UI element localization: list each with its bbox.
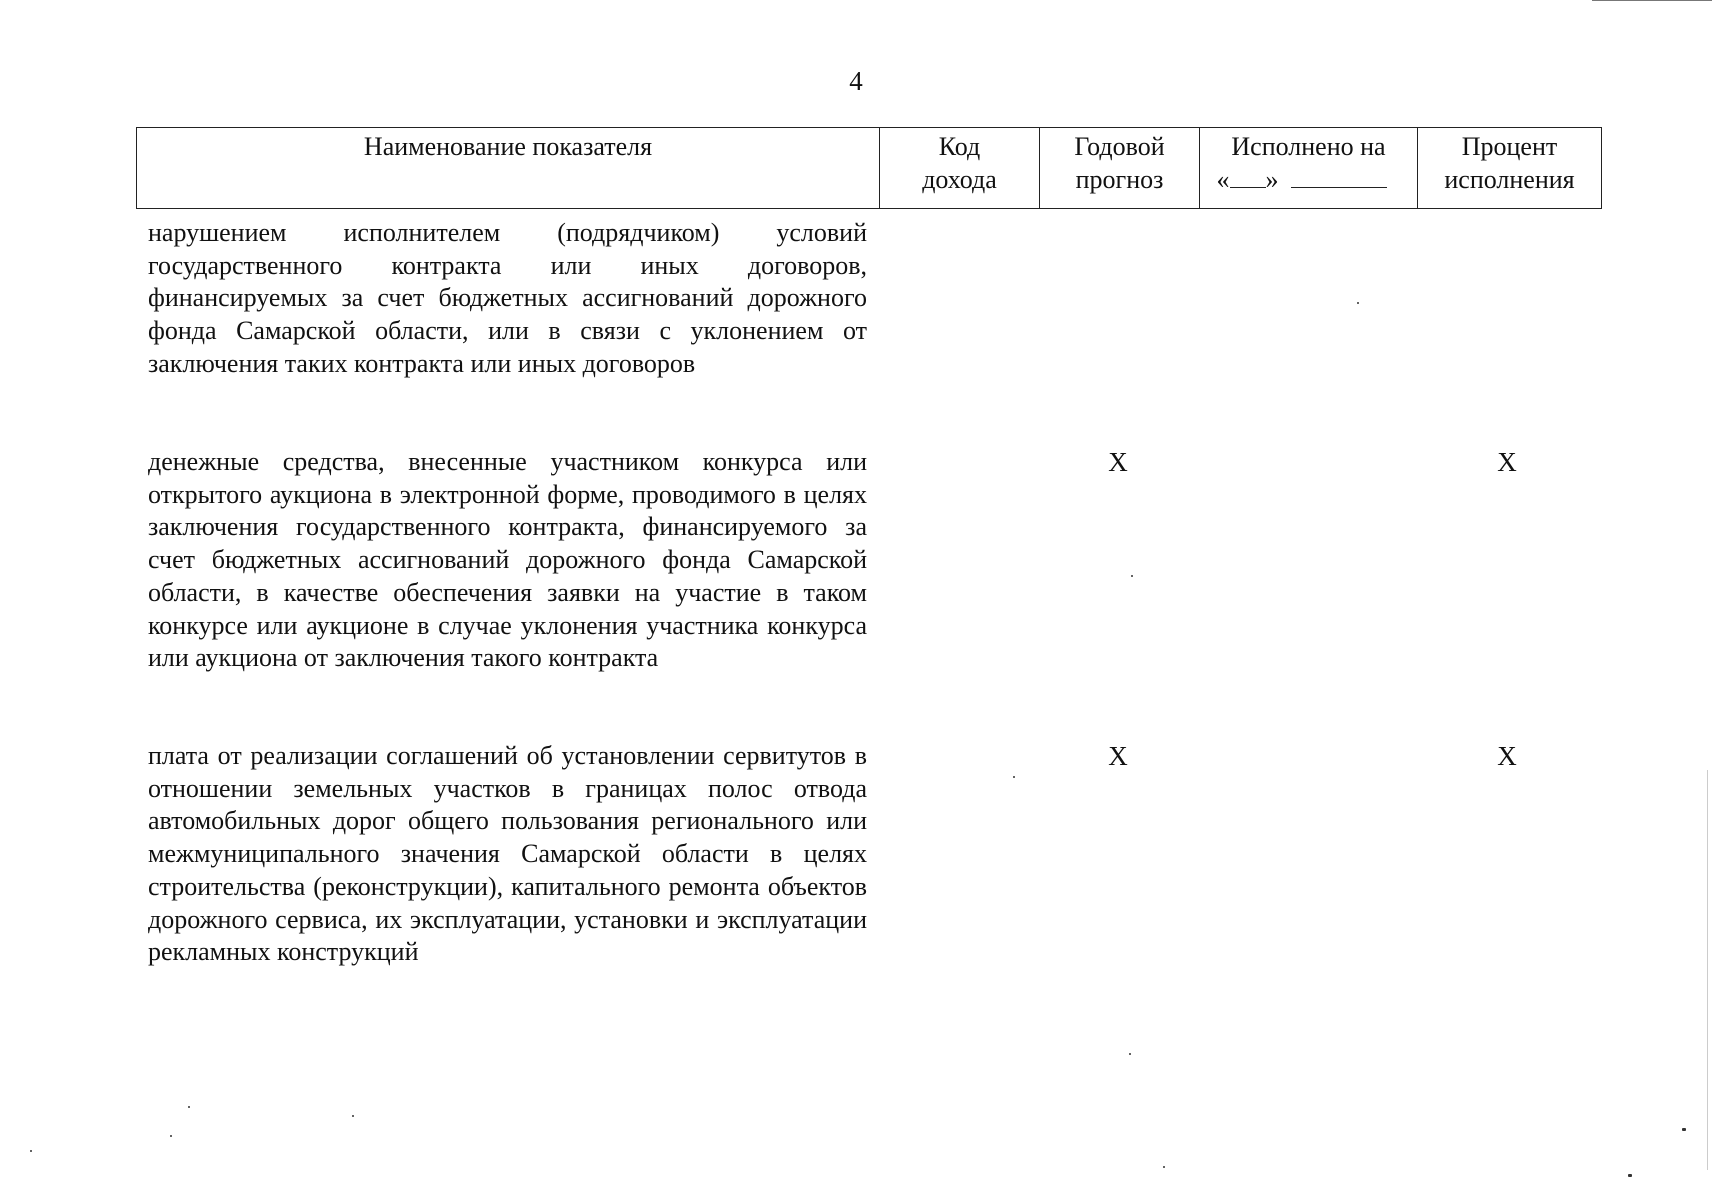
row-3-name: плата от реализации соглашений об установлении сервитутов в отношении земельных участков в границах полос отвода автомобильных дорог общего пользования регионального или межмуниципального значения Самарской области в целях строительства (реконструкции), капитального ремонта объектов дорожного сервиса, их эксплуатации, установки и эксплуатации рекламных конструкций <box>148 741 867 967</box>
scan-speck <box>1357 302 1359 304</box>
header-code-label-2: дохода <box>922 165 997 194</box>
scan-speck <box>1131 575 1133 577</box>
scan-speck <box>352 1115 354 1117</box>
header-executed-day-blank <box>1230 163 1266 188</box>
scan-speck <box>30 1150 32 1152</box>
scan-speck <box>1163 1166 1165 1168</box>
header-executed-label-1: Исполнено на <box>1231 132 1386 161</box>
header-executed-month-blank <box>1291 163 1387 188</box>
header-percent-label-1: Процент <box>1461 132 1558 161</box>
header-cell-name <box>137 128 880 209</box>
header-cell-percent <box>1418 128 1602 209</box>
table-header <box>136 127 1602 209</box>
row-3-percent-mark: X <box>1497 741 1517 771</box>
header-cell-executed <box>1200 128 1418 209</box>
header-percent-label-2: исполнения <box>1444 165 1575 194</box>
header-name-label: Наименование показателя <box>363 132 653 161</box>
scan-speck <box>1682 1128 1686 1131</box>
scan-edge-line <box>1592 0 1712 1</box>
scan-speck <box>1013 776 1015 778</box>
page-number: 4 <box>849 66 863 96</box>
header-code-label-1: Код <box>938 132 981 161</box>
header-forecast-label-2: прогноз <box>1075 165 1164 194</box>
row-3-forecast-mark: X <box>1108 741 1128 771</box>
header-forecast-label-1: Годовой <box>1074 132 1165 161</box>
header-executed-open-quote: « <box>1216 165 1230 194</box>
scan-speck <box>1628 1174 1632 1177</box>
header-cell-forecast <box>1040 128 1200 209</box>
row-2-forecast-mark: X <box>1108 447 1128 477</box>
scan-speck <box>188 1106 190 1108</box>
scan-speck <box>1129 1053 1131 1055</box>
row-1-name: нарушением исполнителем (подрядчиком) условий государственного контракта или иных договоров, финансируемых за счет бюджетных ассигнований дорожного фонда Самарской области, или в связи с уклонением от заключения таких контракта или иных договоров <box>148 218 867 378</box>
table-header-row <box>137 128 1602 209</box>
header-executed-close-quote: » <box>1265 165 1279 194</box>
header-cell-code <box>880 128 1040 209</box>
scan-edge-shadow <box>1707 770 1708 1170</box>
header-executed-date-line <box>1217 163 1401 196</box>
row-2-name: денежные средства, внесенные участником конкурса или открытого аукциона в электронной форме, проводимого в целях заключения государственного контракта, финансируемого за счет бюджетных ассигнований дорожного фонда Самарской области, в качестве обеспечения заявки на участие в таком конкурсе или аукционе в случае уклонения участника конкурса или аукциона от заключения такого контракта <box>148 447 867 673</box>
row-2-percent-mark: X <box>1497 447 1517 477</box>
scan-speck <box>170 1135 172 1137</box>
